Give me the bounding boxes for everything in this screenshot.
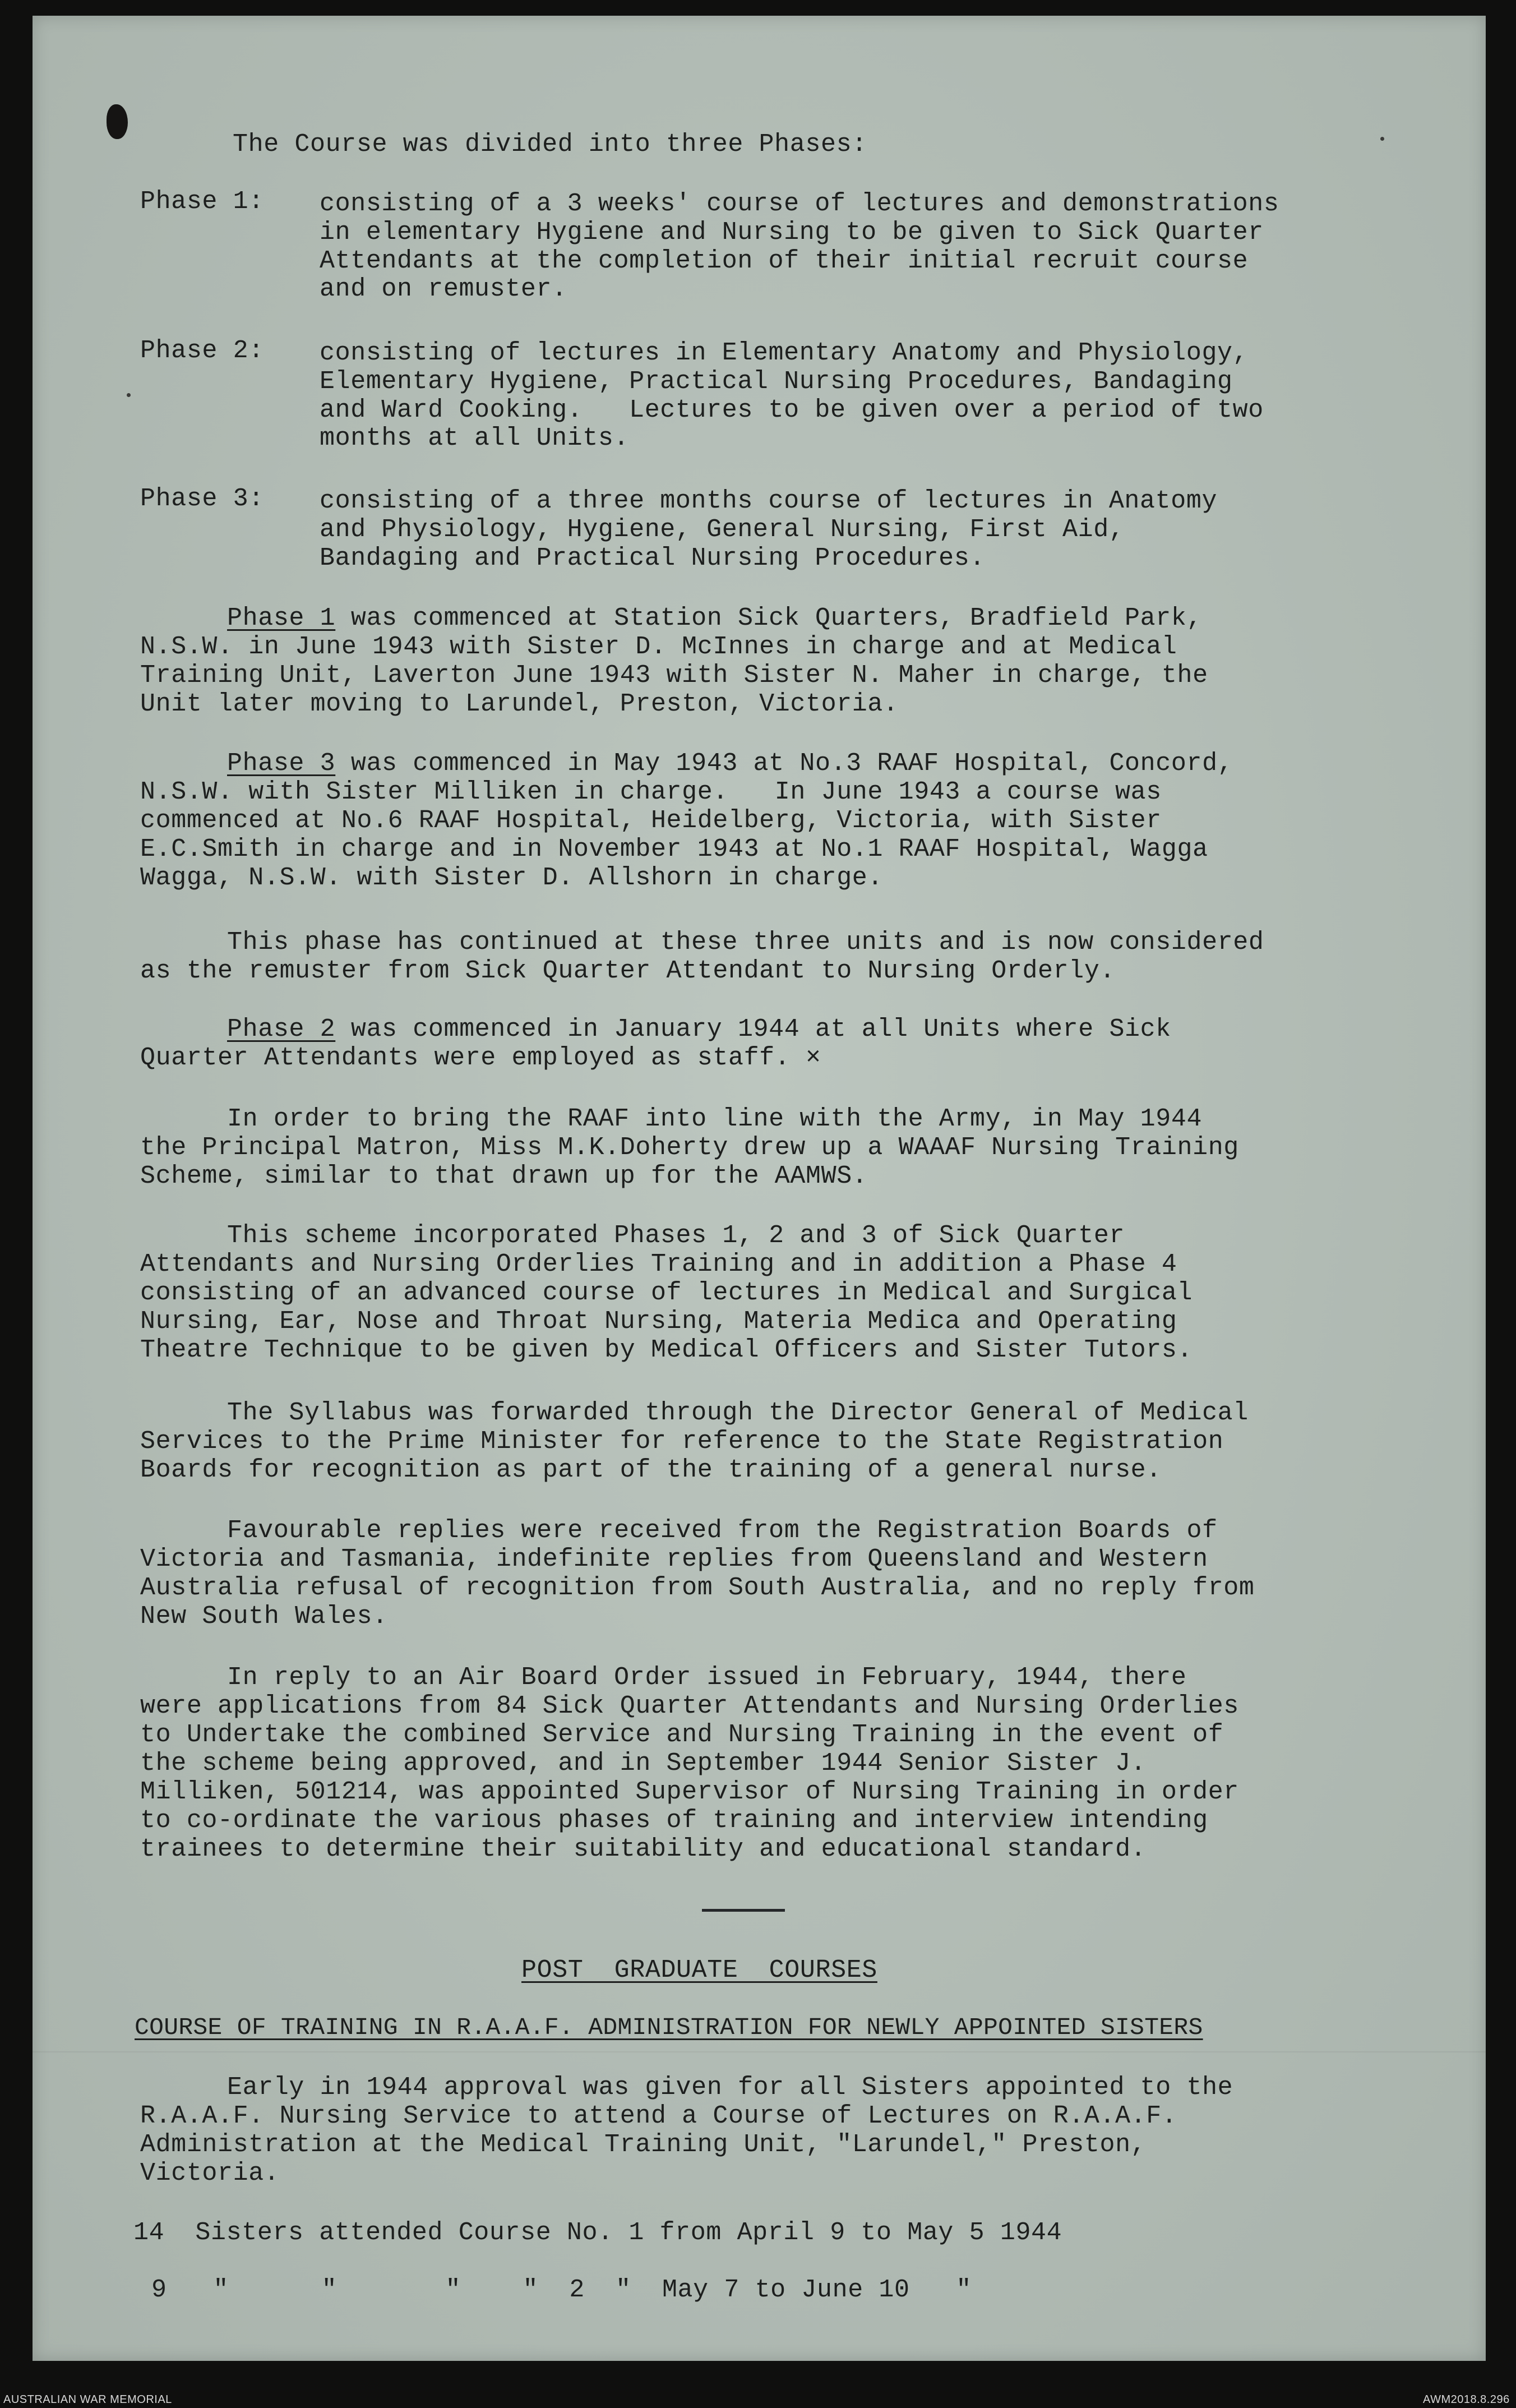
early-paragraph-line: Early in 1944 approval was given for all Sisters appointed to the xyxy=(227,2073,1233,2102)
phase-3-paragraph-line: E.C.Smith in charge and in November 1943 at No.1 RAAF Hospital, Wagga xyxy=(140,835,1208,864)
phase-1-underlined-lead: Phase 1 xyxy=(227,604,336,633)
syllabus-paragraph-line: Boards for recognition as part of the training of a general nurse. xyxy=(140,1456,1162,1484)
phase-2-line: and Ward Cooking. Lectures to be given over a period of two xyxy=(320,396,1264,425)
phase-1-line: consisting of a 3 weeks' course of lectures and demonstrations xyxy=(320,190,1279,218)
attendance-line: 14 Sisters attended Course No. 1 from April 9 to May 5 1944 xyxy=(133,2218,1062,2247)
phase-3-paragraph-line: Phase 3 was commenced in May 1943 at No.3 RAAF Hospital, Concord, xyxy=(227,749,1233,778)
airboard-paragraph-line: trainees to determine their suitability and educational standard. xyxy=(140,1835,1147,1863)
replies-paragraph-line: Australia refusal of recognition from South Australia, and no reply from xyxy=(140,1574,1255,1602)
phase-2-paragraph-line: Phase 2 was commenced in January 1944 at all Units where Sick xyxy=(227,1015,1171,1044)
phase-1-label: Phase 1: xyxy=(140,187,264,216)
phase-3-paragraph-line: Wagga, N.S.W. with Sister D. Allshorn in charge. xyxy=(140,864,884,892)
footer-reference-number: AWM2018.8.296 xyxy=(1423,2393,1510,2406)
intro-line: The Course was divided into three Phases: xyxy=(233,130,867,159)
section-separator xyxy=(702,1909,785,1912)
phase-2-line: Elementary Hygiene, Practical Nursing Procedures, Bandaging xyxy=(320,367,1233,396)
page-fold-line xyxy=(33,2051,1486,2052)
phase-3-paragraph-line: commenced at No.6 RAAF Hospital, Heidelberg, Victoria, with Sister xyxy=(140,806,1162,835)
continued-paragraph-line: This phase has continued at these three units and is now considered xyxy=(227,928,1264,957)
army-paragraph-line: the Principal Matron, Miss M.K.Doherty drew up a WAAAF Nursing Training xyxy=(140,1133,1239,1162)
phase-1-paragraph-line: Unit later moving to Larundel, Preston, Victoria. xyxy=(140,690,899,718)
phase-1-line: Attendants at the completion of their initial recruit course xyxy=(320,247,1249,275)
phase-2-paragraph-line: Quarter Attendants were employed as staff. × xyxy=(140,1044,821,1072)
airboard-paragraph-line: were applications from 84 Sick Quarter Attendants and Nursing Orderlies xyxy=(140,1692,1239,1720)
phase-3-line: Bandaging and Practical Nursing Procedures. xyxy=(320,544,985,573)
airboard-paragraph-line: to co-ordinate the various phases of training and interview intending xyxy=(140,1806,1208,1835)
replies-paragraph-line: Victoria and Tasmania, indefinite replies from Queensland and Western xyxy=(140,1545,1208,1574)
syllabus-paragraph-line: Services to the Prime Minister for reference to the State Registration xyxy=(140,1427,1224,1456)
phase-2-label: Phase 2: xyxy=(140,336,264,365)
airboard-paragraph-line: to Undertake the combined Service and Nursing Training in the event of xyxy=(140,1720,1224,1749)
scheme-paragraph-line: Attendants and Nursing Orderlies Training and in addition a Phase 4 xyxy=(140,1250,1177,1279)
army-paragraph-line: Scheme, similar to that drawn up for the AAMWS. xyxy=(140,1162,868,1191)
army-paragraph-line: In order to bring the RAAF into line with the Army, in May 1944 xyxy=(227,1105,1203,1133)
post-graduate-heading: POST GRADUATE COURSES xyxy=(521,1956,877,1985)
phase-3-label: Phase 3: xyxy=(140,485,264,513)
syllabus-paragraph-line: The Syllabus was forwarded through the Director General of Medical xyxy=(227,1399,1249,1427)
replies-paragraph-line: New South Wales. xyxy=(140,1602,388,1631)
early-paragraph-line: Administration at the Medical Training Unit, "Larundel," Preston, xyxy=(140,2130,1147,2159)
attendance-line: 9 " " " " 2 " May 7 to June 10 " xyxy=(151,2276,972,2304)
speck-mark xyxy=(1380,137,1384,141)
footer-archive-name: AUSTRALIAN WAR MEMORIAL xyxy=(3,2393,172,2406)
phase-3-paragraph-line: N.S.W. with Sister Milliken in charge. In June 1943 a course was xyxy=(140,778,1162,806)
airboard-paragraph-line: the scheme being approved, and in September 1944 Senior Sister J. xyxy=(140,1749,1147,1778)
replies-paragraph-line: Favourable replies were received from the Registration Boards of xyxy=(227,1516,1218,1545)
phase-2-underlined-lead: Phase 2 xyxy=(227,1015,336,1044)
airboard-paragraph-line: In reply to an Air Board Order issued in February, 1944, there xyxy=(227,1663,1187,1692)
phase-3-underlined-lead: Phase 3 xyxy=(227,749,336,778)
early-paragraph-line: R.A.A.F. Nursing Service to attend a Course of Lectures on R.A.A.F. xyxy=(140,2102,1177,2130)
phase-3-line: and Physiology, Hygiene, General Nursing, First Aid, xyxy=(320,515,1125,544)
phase-1-paragraph-line: N.S.W. in June 1943 with Sister D. McInnes in charge and at Medical xyxy=(140,633,1177,661)
phase-3-line: consisting of a three months course of lectures in Anatomy xyxy=(320,487,1218,515)
phase-1-paragraph-line: Training Unit, Laverton June 1943 with Sister N. Maher in charge, the xyxy=(140,661,1208,690)
phase-1-line: and on remuster. xyxy=(320,275,567,303)
phase-1-paragraph-line: Phase 1 was commenced at Station Sick Quarters, Bradfield Park, xyxy=(227,604,1203,633)
continued-paragraph-line: as the remuster from Sick Quarter Attendant to Nursing Orderly. xyxy=(140,957,1116,985)
airboard-paragraph-line: Milliken, 501214, was appointed Supervisor of Nursing Training in order xyxy=(140,1778,1239,1806)
scheme-paragraph-line: consisting of an advanced course of lectures in Medical and Surgical xyxy=(140,1279,1193,1307)
phase-1-line: in elementary Hygiene and Nursing to be given to Sick Quarter xyxy=(320,218,1264,247)
scheme-paragraph-line: This scheme incorporated Phases 1, 2 and 3 of Sick Quarter xyxy=(227,1221,1125,1250)
scheme-paragraph-line: Nursing, Ear, Nose and Throat Nursing, Materia Medica and Operating xyxy=(140,1307,1177,1336)
scheme-paragraph-line: Theatre Technique to be given by Medical Officers and Sister Tutors. xyxy=(140,1336,1193,1364)
early-paragraph-line: Victoria. xyxy=(140,2159,280,2188)
course-heading: COURSE OF TRAINING IN R.A.A.F. ADMINISTRATION FOR NEWLY APPOINTED SISTERS xyxy=(135,2014,1203,2041)
phase-2-line: months at all Units. xyxy=(320,424,630,453)
speck-mark xyxy=(127,393,131,397)
phase-2-line: consisting of lectures in Elementary Anatomy and Physiology, xyxy=(320,339,1249,367)
punch-hole-mark xyxy=(107,104,128,139)
